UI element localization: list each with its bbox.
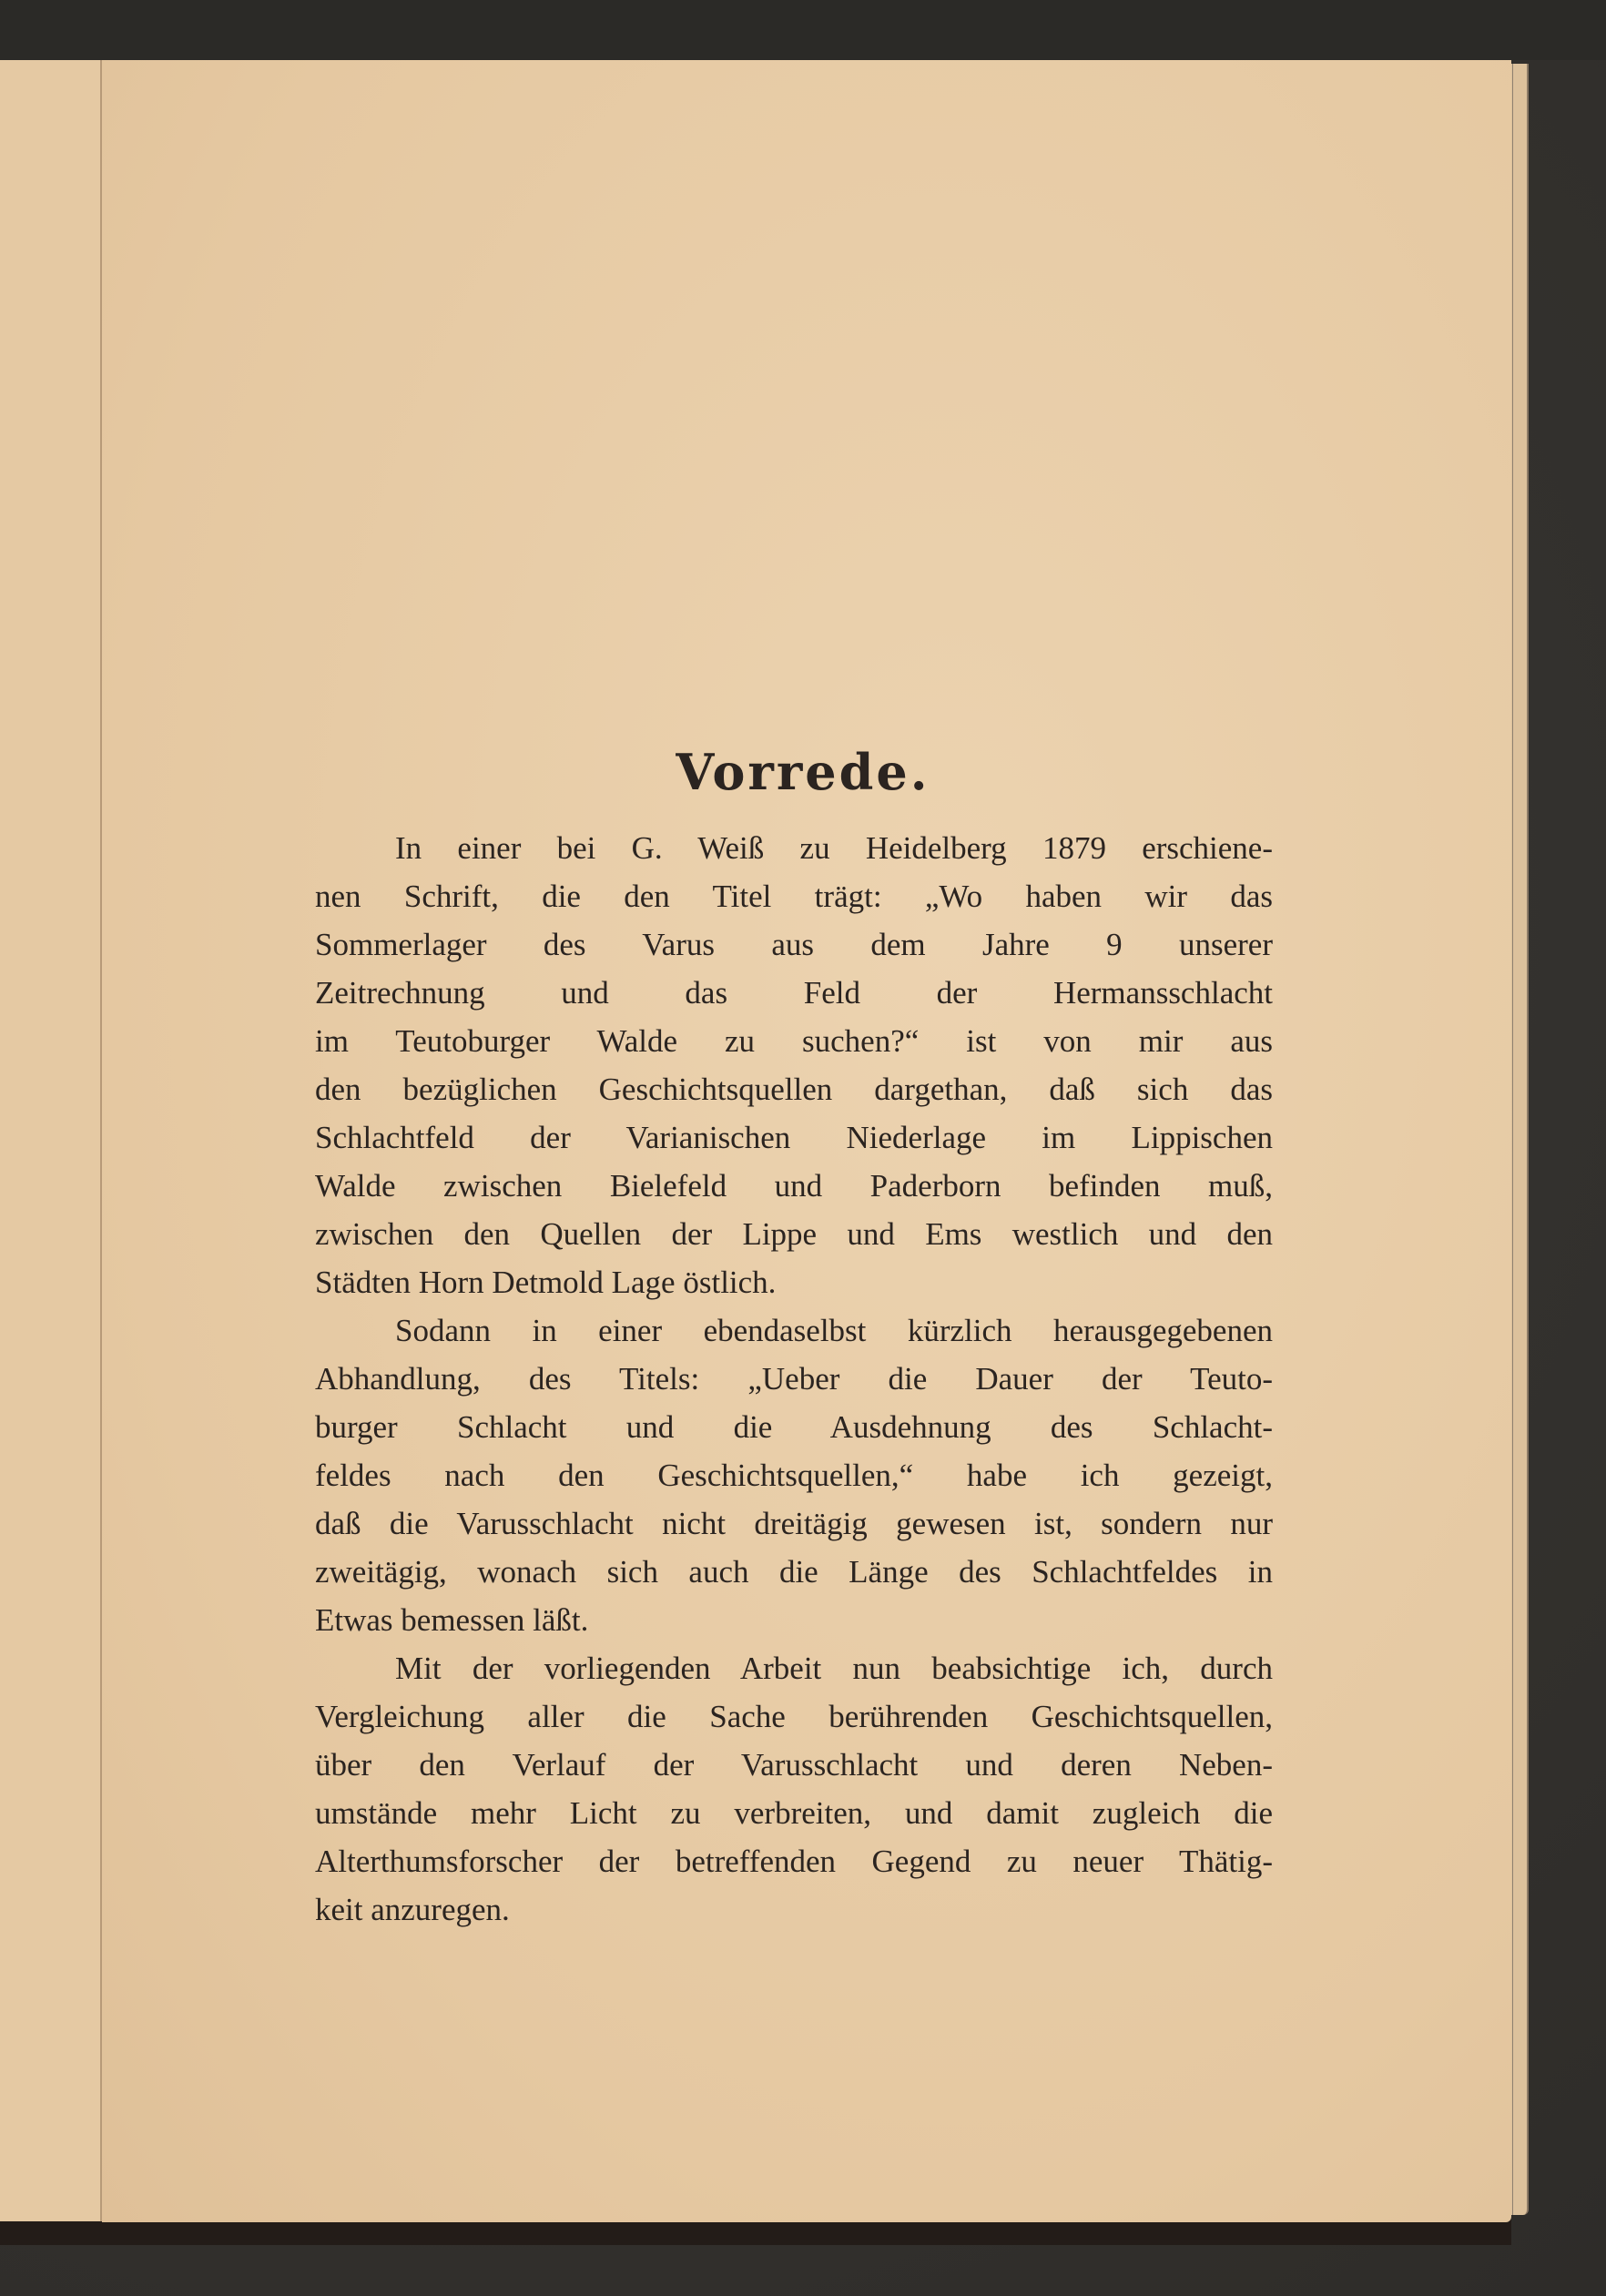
preface-text <box>315 824 1273 1934</box>
text-line: keit anzuregen. <box>315 1892 510 1927</box>
paragraph <box>315 1644 1273 1934</box>
page-title: Vorrede. <box>676 743 930 802</box>
text-line: Mit der vorliegenden Arbeit nun beabsichtige ich, durch <box>395 1651 1273 1686</box>
paragraph <box>315 824 1273 1306</box>
text-line: nen Schrift, die den Titel trägt: „Wo haben wir das <box>315 879 1273 914</box>
scan-background-top <box>0 0 1606 60</box>
left-page-edge <box>0 60 102 2221</box>
text-line: Alterthumsforscher der betreffenden Gegend zu neuer Thätig- <box>315 1844 1273 1879</box>
text-line: Abhandlung, des Titels: „Ueber die Dauer der Teuto- <box>315 1361 1273 1397</box>
text-line: Walde zwischen Bielefeld und Paderborn befinden muß, <box>315 1168 1273 1204</box>
text-line: umstände mehr Licht zu verbreiten, und damit zugleich die <box>315 1795 1273 1831</box>
text-line: Sommerlager des Varus aus dem Jahre 9 unserer <box>315 927 1273 962</box>
text-line: Vergleichung aller die Sache berührenden Geschichtsquellen, <box>315 1699 1273 1734</box>
text-line: Zeitrechnung und das Feld der Hermansschlacht <box>315 975 1273 1011</box>
text-line: zweitägig, wonach sich auch die Länge des Schlachtfeldes in <box>315 1554 1273 1590</box>
text-line: In einer bei G. Weiß zu Heidelberg 1879 erschiene- <box>395 830 1273 866</box>
text-line: den bezüglichen Geschichtsquellen dargethan, daß sich das <box>315 1072 1273 1107</box>
text-line: burger Schlacht und die Ausdehnung des Schlacht- <box>315 1409 1273 1445</box>
paragraph <box>315 1306 1273 1644</box>
text-line: daß die Varusschlacht nicht dreitägig gewesen ist, sondern nur <box>315 1506 1273 1541</box>
text-line: im Teutoburger Walde zu suchen?“ ist von mir aus <box>315 1023 1273 1059</box>
text-line: Sodann in einer ebendaselbst kürzlich herausgegebenen <box>395 1313 1273 1348</box>
text-line: Städten Horn Detmold Lage östlich. <box>315 1265 777 1300</box>
text-line: feldes nach den Geschichtsquellen,“ habe ich gezeigt, <box>315 1458 1273 1493</box>
text-line: Etwas bemessen läßt. <box>315 1602 589 1638</box>
text-line: zwischen den Quellen der Lippe und Ems westlich und den <box>315 1216 1273 1252</box>
text-line: Schlachtfeld der Varianischen Niederlage im Lippischen <box>315 1120 1273 1155</box>
text-line: über den Verlauf der Varusschlacht und deren Neben- <box>315 1747 1273 1783</box>
